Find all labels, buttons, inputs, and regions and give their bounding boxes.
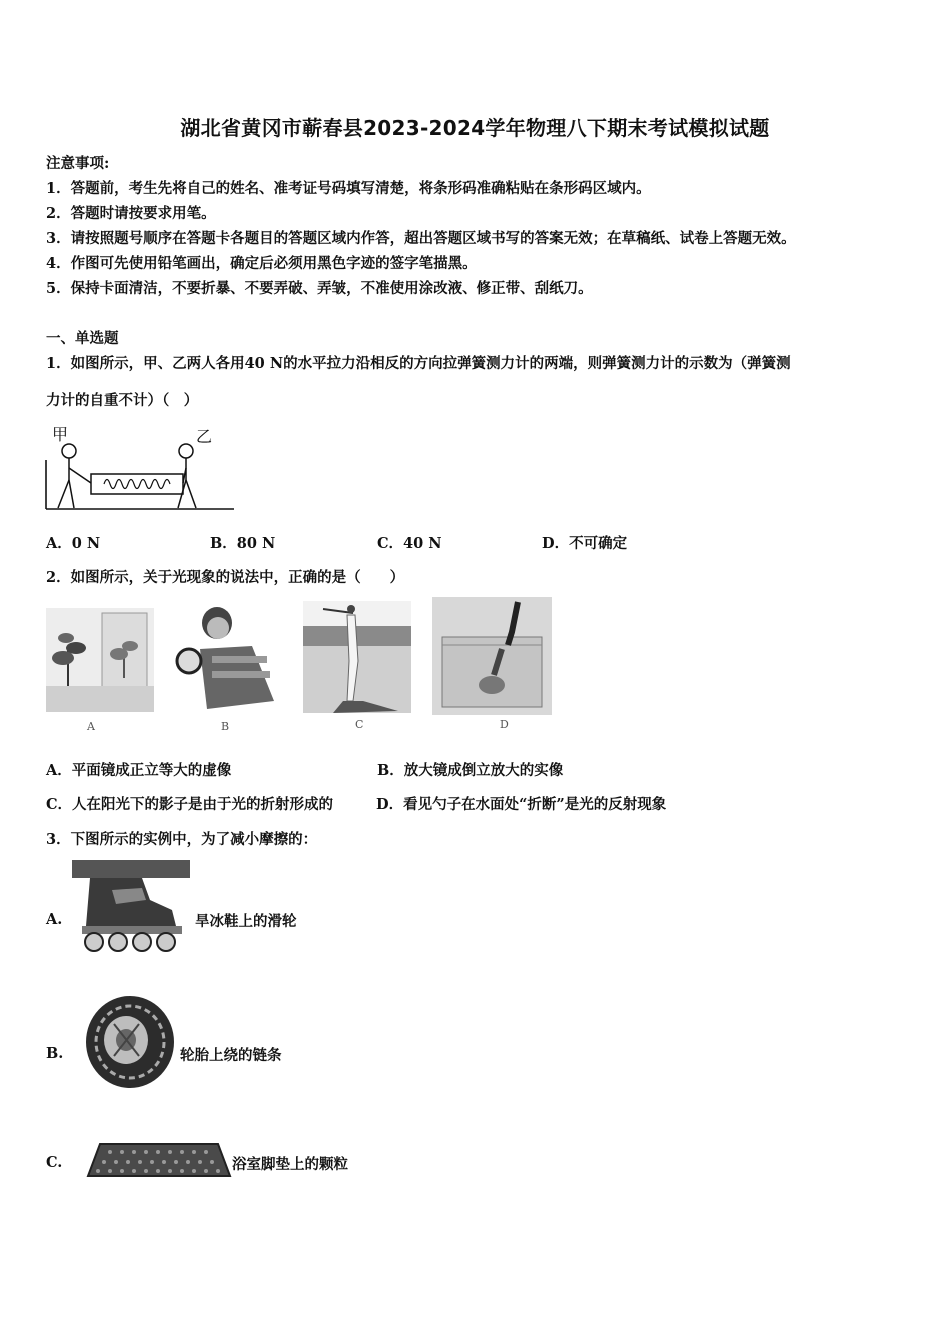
q3-option-b-text: 轮胎上绕的链条: [180, 1047, 282, 1064]
q1-option-a: A．0 N: [46, 535, 101, 552]
q2-fig-label-d: D: [500, 718, 509, 731]
q2-option-b: B．放大镜成倒立放大的实像: [377, 762, 564, 779]
q3-option-a-text: 旱冰鞋上的滑轮: [195, 913, 297, 930]
notice-item-4: 4．作图可先使用铅笔画出，确定后必须用黑色字迹的签字笔描黑。: [46, 255, 477, 272]
q2-option-a: A．平面镜成正立等大的虚像: [46, 762, 232, 779]
q1-option-b: B．80 N: [210, 535, 276, 552]
q2-fig-label-a: A: [87, 720, 95, 733]
q1-stem-line2: 力计的自重不计）（ ）: [46, 392, 199, 409]
q2-figure-c-shadow: [303, 601, 411, 713]
page-title: 湖北省黄冈市蕲春县2023-2024学年物理八下期末考试模拟试题: [180, 116, 770, 140]
section-heading-single-choice: 一、单选题: [46, 330, 119, 347]
q1-stem-line1: 1．如图所示，甲、乙两人各用40 N的水平拉力沿相反的方向拉弹簧测力计的两端，则弹簧测力计的示数为（弹簧测: [46, 355, 791, 372]
q1-fig-label-jia: 甲: [52, 425, 69, 444]
notice-item-1: 1．答题前，考生先将自己的姓名、准考证号码填写清楚，将条形码准确粘贴在条形码区域内。: [46, 180, 651, 197]
q3-figure-c-bath-mat: [86, 1140, 232, 1182]
q3-figure-a-roller-skate: [72, 860, 190, 956]
q3-option-b-letter: B.: [46, 1045, 64, 1062]
q3-option-a-letter: A.: [46, 911, 63, 928]
q2-figure-a-mirror: [46, 608, 154, 712]
notice-item-2: 2．答题时请按要求用笔。: [46, 205, 216, 222]
notice-heading: 注意事项:: [46, 155, 110, 172]
q2-fig-label-c: C: [355, 718, 364, 731]
q3-figure-b-tire-chain: [84, 994, 176, 1090]
q1-option-c: C．40 N: [377, 535, 442, 552]
q2-option-c: C．人在阳光下的影子是由于光的折射形成的: [46, 796, 334, 813]
q2-fig-label-b: B: [221, 720, 230, 733]
notice-item-5: 5．保持卡面清洁，不要折暴、不要弄破、弄皱，不准使用涂改液、修正带、刮纸刀。: [46, 280, 593, 297]
q1-fig-label-yi: 乙: [196, 427, 213, 446]
q1-option-d: D．不可确定: [542, 535, 628, 552]
q2-option-d: D．看见勺子在水面处“折断”是光的反射现象: [376, 796, 667, 813]
q2-figure-d-spoon: [432, 597, 552, 715]
q3-option-c-text: 浴室脚垫上的颗粒: [232, 1156, 348, 1173]
q2-figure-b-magnifier: [172, 601, 280, 713]
q1-figure-spring-scale: [44, 420, 239, 515]
notice-item-3: 3．请按照题号顺序在答题卡各题目的答题区域内作答，超出答题区域书写的答案无效；在草稿纸、试卷上答题无效。: [46, 230, 796, 247]
q3-option-c-letter: C.: [46, 1154, 63, 1171]
q2-stem: 2．如图所示，关于光现象的说法中，正确的是（ ）: [46, 569, 405, 586]
q3-stem: 3．下图所示的实例中，为了减小摩擦的：: [46, 831, 318, 848]
